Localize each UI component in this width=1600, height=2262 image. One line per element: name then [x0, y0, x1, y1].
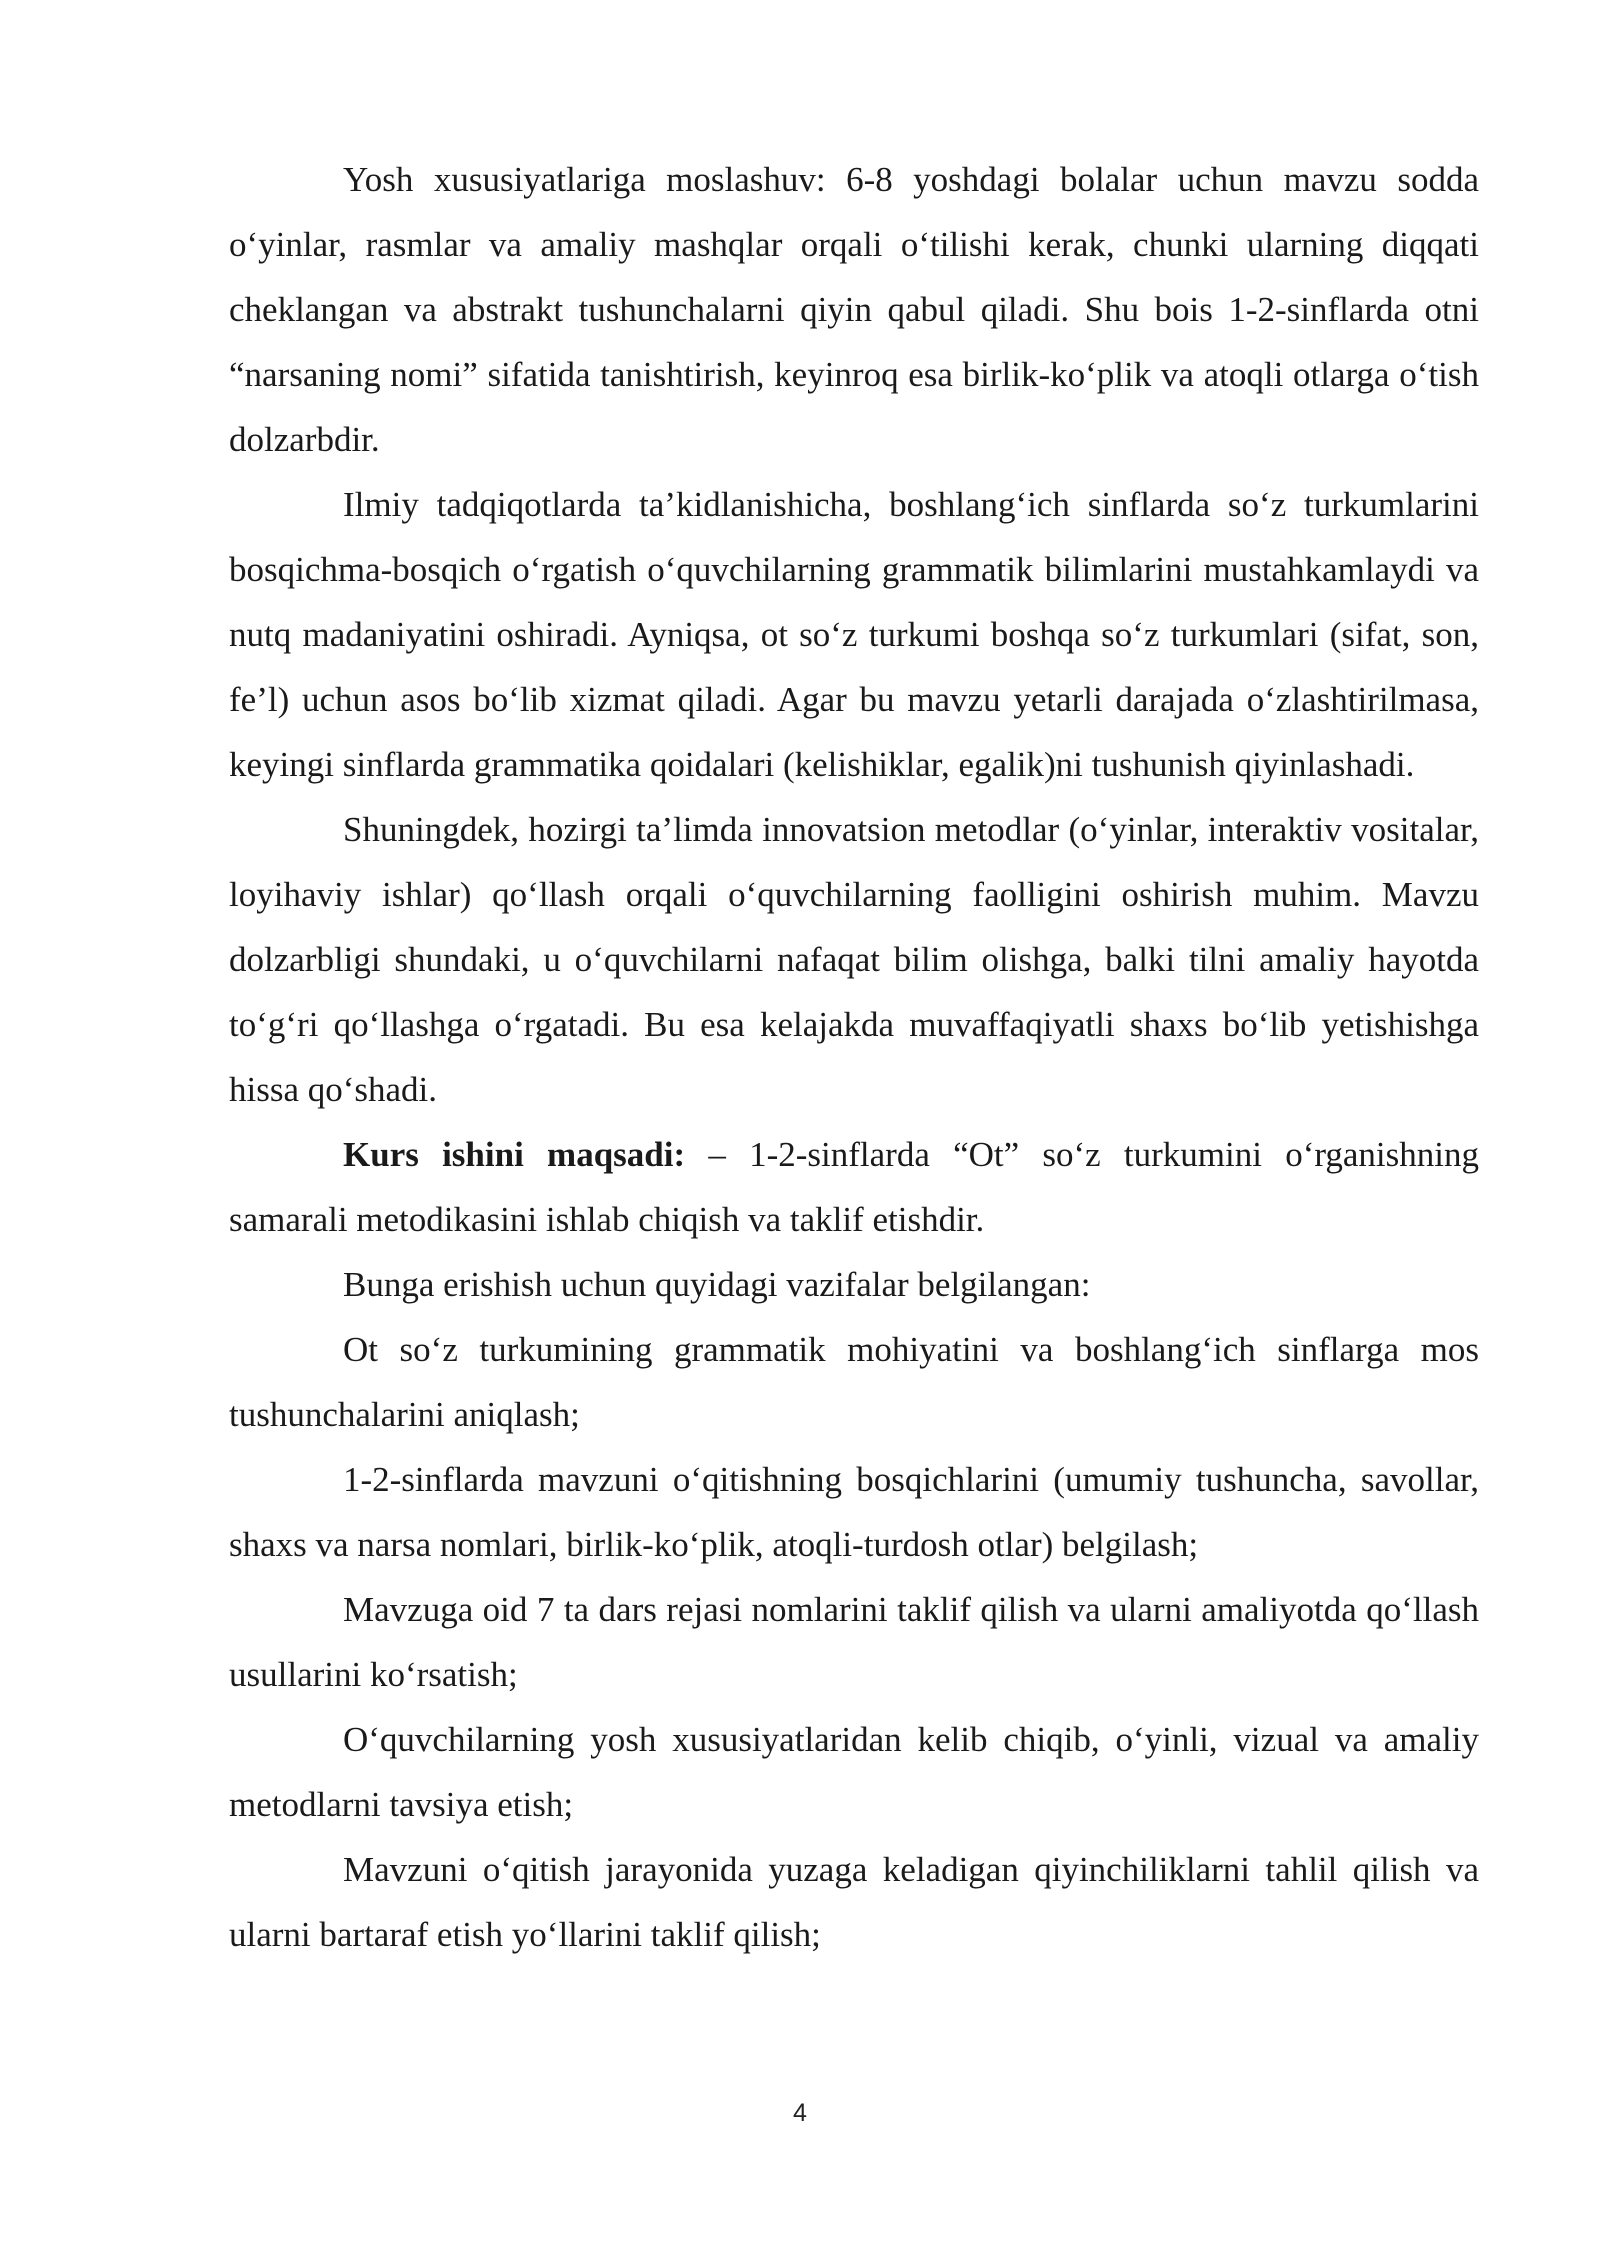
task-item: Mavzuni o‘qitish jarayonida yuzaga keladigan qiyinchiliklarni tahlil qilish va ularni bartaraf etish yo‘llarini taklif qilish; — [229, 1850, 1479, 1954]
paragraph-course-aim — [229, 1122, 1479, 1252]
course-aim-text: – 1-2-sinflarda “Ot” so‘z turkumini o‘rganishning samarali metodikasini ishlab chiqish va taklif etishdir. — [229, 1135, 1479, 1239]
page-number: 4 — [793, 2099, 807, 2127]
task-item: 1-2-sinflarda mavzuni o‘qitishning bosqichlarini (umumiy tushuncha, savollar, shaxs va narsa nomlari, birlik-ko‘plik, atoqli-turdosh otlar) belgilash; — [229, 1460, 1479, 1564]
task-item: Ot so‘z turkumining grammatik mohiyatini va boshlang‘ich sinflarga mos tushunchalarini aniqlash; — [229, 1330, 1479, 1434]
course-aim-label: Kurs ishini maqsadi: — [343, 1135, 686, 1174]
task-item: Mavzuga oid 7 ta dars rejasi nomlarini taklif qilish va ularni amaliyotda qo‘llash usullarini ko‘rsatish; — [229, 1590, 1479, 1694]
paragraph-innovative-methods: Shuningdek, hozirgi ta’limda innovatsion metodlar (o‘yinlar, interaktiv vositalar, loyihaviy ishlar) qo‘llash orqali o‘quvchilarning faolligini oshirish muhim. Mavzu dolzarbligi shundaki, u o‘quvchilarni nafaqat bilim olishga, balki tilni amaliy hayotda to‘g‘ri qo‘llashga o‘rgatadi. Bu esa kelajakda muvaffaqiyatli shaxs bo‘lib yetishishga hissa qo‘shadi. — [229, 810, 1479, 1109]
paragraph-tasks-intro: Bunga erishish uchun quyidagi vazifalar belgilangan: — [343, 1265, 1091, 1304]
paragraph-research-findings: Ilmiy tadqiqotlarda ta’kidlanishicha, boshlang‘ich sinflarda so‘z turkumlarini bosqichma-bosqich o‘rgatish o‘quvchilarning grammatik bilimlarini mustahkamlaydi va nutq madaniyatini oshiradi. Ayniqsa, ot so‘z turkumi boshqa so‘z turkumlari (sifat, son, fe’l) uchun asos bo‘lib xizmat qiladi. Agar bu mavzu yetarli darajada o‘zlashtirilmasa, keyingi sinflarda grammatika qoidalari (kelishiklar, egalik)ni tushunish qiyinlashadi. — [229, 485, 1479, 784]
page-body — [229, 147, 1479, 1967]
task-item: O‘quvchilarning yosh xususiyatlaridan kelib chiqib, o‘yinli, vizual va amaliy metodlarni tavsiya etish; — [229, 1720, 1479, 1824]
paragraph-age-adaptation: Yosh xususiyatlariga moslashuv: 6-8 yoshdagi bolalar uchun mavzu sodda o‘yinlar, rasmlar va amaliy mashqlar orqali o‘tilishi kerak, chunki ularning diqqati cheklangan va abstrakt tushunchalarni qiyin qabul qiladi. Shu bois 1-2-sinflarda otni “narsaning nomi” sifatida tanishtirish, keyinroq esa birlik-ko‘plik va atoqli otlarga o‘tish dolzarbdir. — [229, 160, 1479, 459]
